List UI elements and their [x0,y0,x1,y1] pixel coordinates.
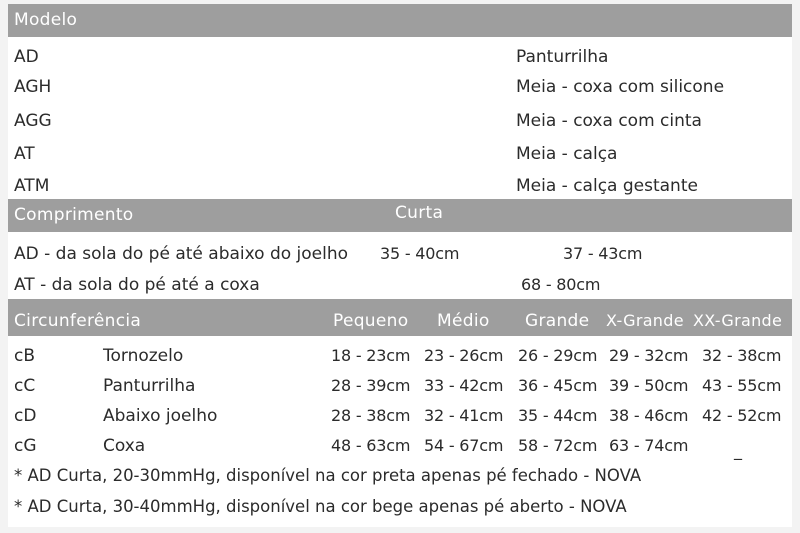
comprimento-label: AD - da sola do pé até abaixo do joelho [14,244,349,264]
modelo-desc: Meia - coxa com cinta [516,111,702,131]
modelo-header-band [8,4,792,37]
circ-value: 58 - 72cm [518,436,598,455]
size-label-medio: Médio [437,311,490,331]
circ-value: 26 - 29cm [518,346,598,365]
modelo-header: Modelo [14,10,78,30]
size-label-pequeno: Pequeno [333,311,409,331]
circ-value: 32 - 38cm [702,346,782,365]
circ-value: 29 - 32cm [609,346,689,365]
circ-value: 35 - 44cm [518,406,598,425]
circ-name: Tornozelo [103,346,184,366]
comprimento-header: Comprimento [14,205,134,225]
circ-code: cD [14,406,37,426]
circ-value: 48 - 63cm [331,436,411,455]
modelo-desc: Meia - coxa com silicone [516,77,725,97]
comprimento-col-curta: Curta [395,203,444,223]
modelo-code: ATM [14,176,50,196]
modelo-code: AGG [14,111,52,131]
circ-value: 38 - 46cm [609,406,689,425]
circ-value: 32 - 41cm [424,406,504,425]
circ-value: 36 - 45cm [518,376,598,395]
comprimento-longa-value: 37 - 43cm [563,244,643,263]
circunferencia-header-band [8,299,792,336]
circ-name: Panturrilha [103,376,196,396]
modelo-code: AT [14,144,35,164]
circ-code: cC [14,376,36,396]
modelo-desc: Meia - calça gestante [516,176,698,196]
size-label-xx-grande: XX-Grande [693,311,783,330]
circ-value: 43 - 55cm [702,376,782,395]
circ-value: 54 - 67cm [424,436,504,455]
circ-code: cG [14,436,37,456]
circ-value-empty: _ [734,441,742,460]
modelo-desc: Meia - calça [516,144,618,164]
circ-value: 39 - 50cm [609,376,689,395]
note: * AD Curta, 20-30mmHg, disponível na cor preta apenas pé fechado - NOVA [14,466,642,485]
circ-value: 18 - 23cm [331,346,411,365]
circ-value: 28 - 38cm [331,406,411,425]
modelo-code: AGH [14,77,52,97]
note: * AD Curta, 30-40mmHg, disponível na cor bege apenas pé aberto - NOVA [14,497,627,516]
circ-value: 63 - 74cm [609,436,689,455]
circunferencia-header: Circunferência [14,311,142,331]
circ-name: Coxa [103,436,146,456]
size-label-grande: Grande [525,311,590,331]
circ-value: 42 - 52cm [702,406,782,425]
comprimento-curta-value: 35 - 40cm [380,244,460,263]
circ-value: 28 - 39cm [331,376,411,395]
comprimento-label: AT - da sola do pé até a coxa [14,275,260,295]
comprimento-value: 68 - 80cm [521,275,601,294]
circ-value: 33 - 42cm [424,376,504,395]
circ-code: cB [14,346,36,366]
modelo-desc: Panturrilha [516,47,609,67]
comprimento-header-band [8,199,792,232]
size-label-x-grande: X-Grande [606,311,684,330]
circ-value: 23 - 26cm [424,346,504,365]
modelo-code: AD [14,47,39,67]
circ-name: Abaixo joelho [103,406,218,426]
